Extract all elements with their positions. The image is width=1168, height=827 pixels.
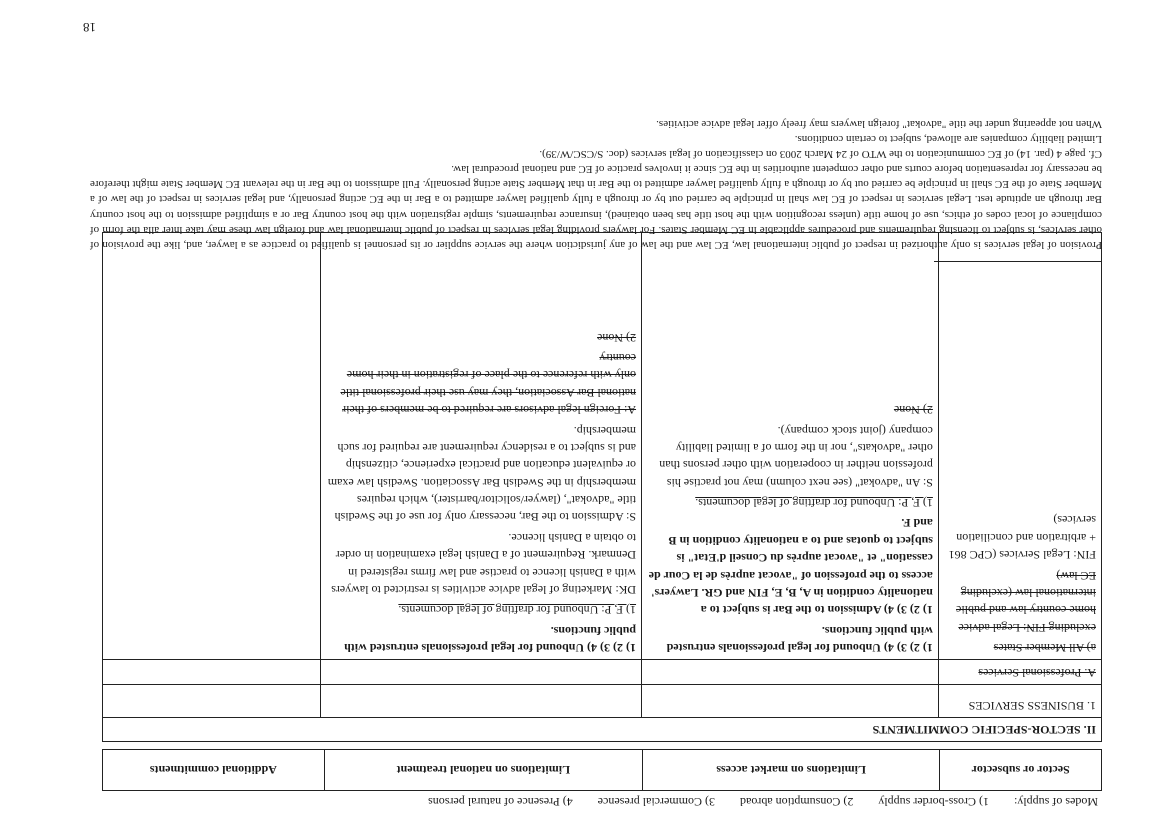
header-table: [102, 749, 1102, 791]
footnote-2: Cf. page 4 (par. 14) of EC communication to the WTO of 24 March 2003 on classification of legal services (doc. S/CSC/W/39).: [539, 147, 1102, 160]
nt-intro: 1) 2) 3) 4) Unbound for legal professionals entrusted with public functions.: [344, 623, 637, 656]
footnote-separator: [934, 261, 1102, 262]
header-national-treatment: Limitations on national treatment: [324, 750, 642, 791]
mode-1: 1) Cross-border supply: [878, 795, 989, 809]
mode-2: 2) Consumption abroad: [740, 795, 854, 809]
section-title: II. SECTOR-SPECIFIC COMMITMENTS: [103, 717, 1102, 741]
nt-fp: 1) F, P: Unbound for drafting of legal documents.: [398, 603, 637, 618]
professional-services-cell: A. Professional Services: [938, 660, 1101, 684]
additional-commitments-cell: [103, 233, 321, 660]
footnote-4: When not appearing under the title "advokat" foreign lawyers may freely offer legal advice activities.: [656, 117, 1102, 130]
sector-excluding-fin: excluding FIN: Legal advice home country law and public international law (excluding EC law): [956, 568, 1096, 635]
nt-none-2: 2) None: [597, 330, 637, 345]
header-additional-commitments: Additional commitments: [103, 750, 325, 791]
national-treatment-cell: [320, 233, 641, 660]
market-access-cell: [642, 233, 939, 660]
mode-3: 3) Commercial presence: [597, 795, 716, 809]
nt-austria: A: Foreign legal advisors are required to be members of their national Bar Association, they may use their professional title only with reference to the place of registration in their home country: [340, 350, 637, 418]
ma-admission: 1) 2) 3) 4) Admission to the Bar is subject to a nationality condition in A, B, E, FIN and GR. Lawyers' access to the profession of "avocat auprès de la Cour de cassation" et "avocat auprès du Conseil d'Etat" is subject to quotas and to a nationality condition in B and F.: [648, 516, 933, 618]
footnote-3: Limited liability companies are allowed, subject to certain conditions.: [794, 132, 1102, 145]
ma-intro: 1) 2) 3) 4) Unbound for legal professionals entrusted with public functions.: [666, 623, 933, 656]
legal-services-sector-cell: [938, 233, 1101, 660]
sector-all-member-states: a) All Member States: [993, 641, 1096, 656]
modes-label: Modes of supply:: [1014, 795, 1098, 809]
header-sector: Sector or subsector: [940, 750, 1102, 791]
ma-none-2: 2) None: [893, 403, 933, 418]
sector-fin-legal-services: FIN: Legal Services (CPC 861 + arbitration and conciliation services): [948, 513, 1096, 563]
business-services-cell: 1. BUSINESS SERVICES: [938, 684, 1101, 717]
footnote-1: Provision of legal services is only authorized in respect of public international law, EC law and the law of any jurisdiction where the service supplier or its personnel is qualified to practice as a lawyer, and, like the provision of other services, is subject to licensing requirements and procedures applicable in EC Member States. For lawyers providing legal services in respect of public international law and foreign law these may take inter alia the form of compliance of local codes of ethics, use of home title (unless recognition with the host title has been obtained), insurance requirements, simple registration with the host country Bar or a simplified admission to the host country Bar through an aptitude test. Legal services in respect of EC law shall in principle be carried out by or through a fully qualified lawyer admitted to a Bar in the EC acting personally, and legal services in respect of the law of a Member State of the EC shall in principle be carried out by or through a fully qualified lawyer admitted to the Bar in that Member State acting personally. Full admission to the Bar in the relevant EC Member State might therefore be necessary for representation before courts and other competent authorities in the EC since it involves practice of EC and national procedural law.: [90, 163, 1102, 251]
mode-4: 4) Presence of natural persons: [428, 795, 573, 809]
commitments-table: [102, 232, 1102, 742]
modes-of-supply: [406, 794, 1098, 809]
ma-fp: 1) F, P: Unbound for drafting of legal documents.: [695, 496, 933, 511]
page-number: 18: [83, 20, 96, 35]
ma-sweden: S: An "advokat" (see next column) may not practise his profession neither in cooperation with other persons than other "advokats", nor in the form of a limited liability company (joint stock company).: [659, 423, 933, 490]
nt-sweden: S: Admission to the Bar, necessary only for use of the Swedish title "advokat", (lawyer/solicitor/barrister), which requires membership in the Swedish Bar Association. Swedish law exam or equivalent education and practical experience, citizenship and is subject to a residency requirement are required for such membership.: [327, 423, 637, 525]
nt-denmark: DK: Marketing of legal advice activities is restricted to lawyers with a Danish licence to practise and law firms registered in Denmark. Requirement of a Danish legal examination in order to obtain a Danish licence.: [331, 530, 637, 598]
header-market-access: Limitations on market access: [642, 750, 939, 791]
footnotes: [90, 115, 1102, 252]
